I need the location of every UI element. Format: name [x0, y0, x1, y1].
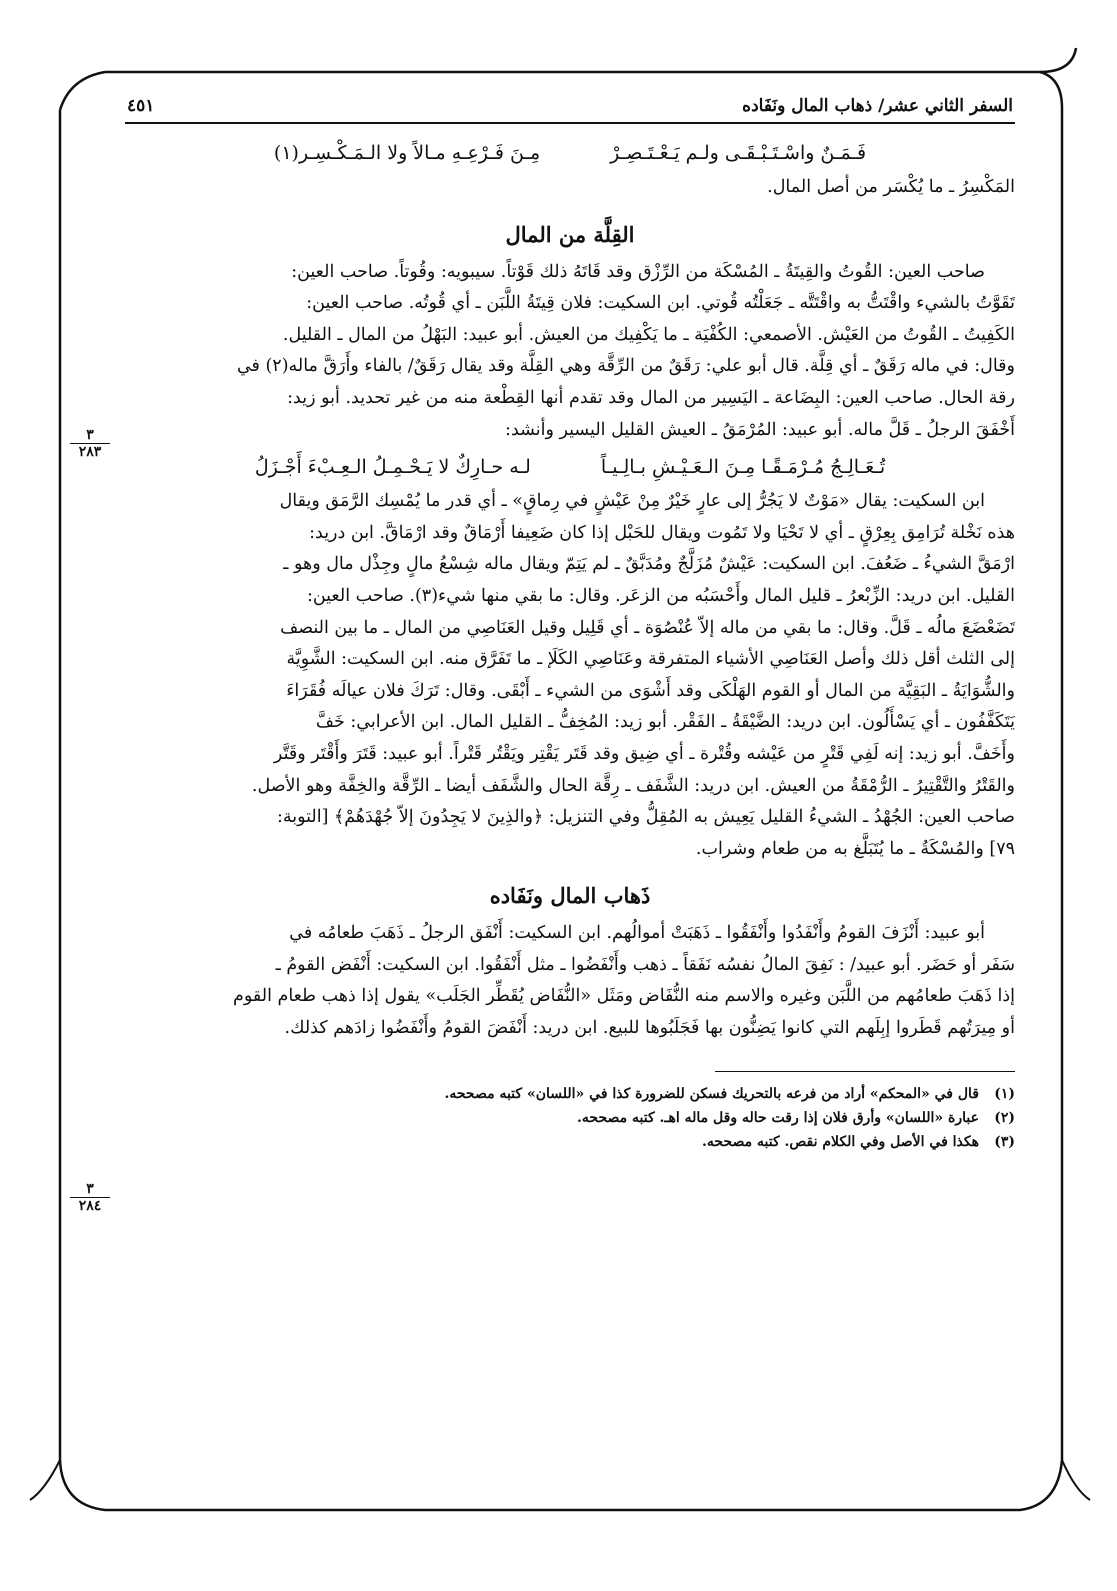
- text-line: تَضَعْضَعَ مالُه ـ قَلَّ. وقال: ما بقي من ماله إلاّ عُنْصُوَة ـ أي قَلِيل وقيل العَنَاصِي من المال ـ ما بين النصف: [280, 617, 1015, 638]
- footnote: [125, 1130, 1015, 1154]
- footnote-rule: [715, 1071, 1015, 1072]
- margin-page-reference: ٣ ٢٨٣: [70, 428, 110, 459]
- footnote-text: قال في «المحكم» أراد من فرعه بالتحريك فسكن للضرورة كذا في «اللسان» كتبه مصححه.: [444, 1085, 979, 1102]
- section-title: ذَهاب المال ونَفَاده: [489, 883, 651, 909]
- text-line: أو مِيرَتُهم قَطَروا إبِلَهم التي كانوا يَضِنُّون بها فَجَلَبُوها للبيع. ابن دريد: أَنْفَضَ القومُ وأَنْفَضُوا زادَهم كذلك.: [284, 1018, 1015, 1039]
- text-line: القليل. ابن دريد: الزِّبْعرُ ـ قليل المال وأَحْسَبُه من الزعَر. وقال: ما بقي منها شيء(٣). صاحب العين:: [306, 585, 1015, 606]
- text-line: أبو عبيد: أَنْزَفَ القومُ وأَنْفَدُوا وأَنْفَقُوا ـ ذَهَبَتْ أموالُهم. ابن السكيت: أَنْفَق الرجلُ ـ ذَهَبَ طعامُه في: [289, 923, 985, 944]
- text-line: إذا ذَهَبَ طعامُهم من اللَّبَن وغيره والاسم منه النُّفَاض ومَثَل «النُّفَاض يُقَطِّر الجَلَب» يقول إذا ذهب طعام القوم: [233, 986, 1015, 1007]
- text-line: أَخْفَقَ الرجلُ ـ قَلَّ ماله. أبو عبيد: المُرْمَقُ ـ العيش القليل اليسير وأنشد:: [505, 419, 1015, 440]
- running-title: السفر الثاني عشر/ ذهاب المال ونَفَاده: [742, 96, 1013, 116]
- text-line: صاحب العين: الجُهْدُ ـ الشيءُ القليل يَعِيش به المُقِلُّ وفي التنزيل: ﴿والذِينَ لا يَجِدُونَ إلاّ جُهْدَهُمْ﴾ [التوبة:: [276, 807, 1015, 828]
- margin-page-reference: ٣ ٢٨٤: [70, 1182, 110, 1213]
- text-line: ابن السكيت: يقال «مَوْتٌ لا يَجُرُّ إلى عارٍ خَيْرٌ مِنْ عَيْشٍ في رِماقٍ» ـ أي قدر ما يُمْسِك الرَّمَق ويقال: [279, 491, 985, 512]
- text-line: ٧٩] والمُسْكَةُ ـ ما يُتَبَلَّغ به من طعام وشراب.: [695, 838, 1015, 859]
- text-line: إلى الثلث أقل ذلك وأصل العَنَاصِي الأشياء المتفرقة وعَنَاصِي الكَلَإ ـ ما تَفَرَّق منه. ابن السكيت: الشَّوِيَّة: [286, 649, 1015, 670]
- section-2-paragraph: [125, 918, 1015, 1044]
- footnote-text: عبارة «اللسان» وأرق فلان إذا رقت حاله وقل ماله اهـ. كتبه مصححه.: [577, 1109, 979, 1126]
- intro-line: المَكْسِرُ ـ ما يُكْسَر من أصل المال.: [767, 177, 1015, 197]
- text-line: هذه نَخْلة تُرَامِق بِعِرْقٍ ـ أي لا تَحْيَا ولا تَمُوت ويقال للحَبْل إذا كان ضَعِيفا أَرْمَاقٌ وقد ارْمَاقَّ. ابن دريد:: [309, 522, 1015, 543]
- footnotes: [125, 1082, 1015, 1154]
- section-1-paragraph-1: [125, 257, 1015, 447]
- text-line: صاحب العين: القُوتُ والقِيتَةُ ـ المُسْكَة من الرِّزْق وقد قَاتَهُ ذلك قَوْتاً. سيبويه: وقُوتاً. صاحب العين:: [291, 261, 985, 282]
- footnote-number: (٢): [994, 1109, 1015, 1126]
- verse-top: [125, 142, 1015, 164]
- text-line: الكَفِيتُ ـ القُوتُ من العَيْش. الأصمعي: الكُفْيَة ـ ما يَكْفِيك من العيش. أبو عبيد: البَهْلُ من المال ـ القليل.: [282, 324, 1015, 345]
- book-page: [125, 86, 1015, 1154]
- footnote-number: (١): [994, 1085, 1015, 1102]
- section-title: القِلَّة من المال: [505, 221, 635, 247]
- verse-hemistich: فَـمَـنٌ واسْـتَـبْـقَـى ولـم يَـعْـتَـصِـرْ: [610, 142, 867, 164]
- text-line: تَقَوَّتُ بالشيء واقْتَتُّ به واقْتَتَّه ـ جَعَلْتُه قُوتي. ابن السكيت: فلان قِيتَةُ اللَّبَن ـ أي قُوتُه. صاحب العين:: [306, 293, 1015, 314]
- verse-hemistich: لـه حـارِكٌ لا يَـحْـمِـلُ الـعِـبْءَ أَجْـزَلُ: [254, 456, 531, 479]
- footnote: [125, 1106, 1015, 1130]
- text-line: رقة الحال. صاحب العين: البِضَاعة ـ اليَسِير من المال وقد تقدم أنها القِطْعة منه من غير تحديد. أبو زيد:: [287, 387, 1015, 408]
- section-1-paragraph-2: [125, 486, 1015, 865]
- text-line: والشُّوَايَةُ ـ البَقِيَّة من المال أو القوم الهَلْكَى وقد أَشْوَى من الشيء ـ أَبْقَى. وقال: تَرَكَ فلان عيالَه فُقَرَاءَ: [286, 680, 1015, 701]
- footnote: [125, 1082, 1015, 1106]
- page-number: ٤٥١: [127, 96, 155, 116]
- verse-hemistich: تُـعَـالِـجُ مُـرْمَـقًـا مِـنَ الـعَـيْـشِ بـالِـيـاً: [600, 456, 886, 479]
- running-header: [125, 86, 1015, 124]
- text-line: سَفَر أو حَضَر. أبو عبيد/ : نَفِقَ المالُ نفسُه نَفَقاً ـ ذهب وأَنْفَضُوا ـ مثل أَنْفَقُوا. ابن السكيت: أَنْفَض القومُ ـ: [275, 954, 1015, 975]
- verse-middle: [125, 456, 1015, 478]
- text-line: يَتَكَفَّفُون ـ أي يَسْأَلُون. ابن دريد: الضَّيْقَةُ ـ الفَقْر. أبو زيد: المُخِفُّ ـ القليل المال. ابن الأعرابي: خَفَّ: [315, 712, 1015, 733]
- text-line: ارْمَقَّ الشيءُ ـ ضَعُفَ. ابن السكيت: عَيْشٌ مُزَلَّجٌ ومُدَبَّقٌ ـ لم يَتِمّ ويقال ماله شِسْعُ مالٍ وجِذْل مال وهو ـ: [283, 554, 1015, 575]
- footnote-number: (٣): [994, 1133, 1015, 1150]
- text-line: والقَتْرُ والتَّقْتِيرُ ـ الرُّمْقَةُ من العيش. ابن دريد: الشَّفَف ـ رِقَّة الحال والشَّفَف أيضا ـ الرِّقَّة والخِفَّة وهو الأصل.: [251, 775, 1015, 796]
- text-line: وقال: في ماله رَقَقٌ ـ أي قِلَّة. قال أبو علي: رَقَقٌ من الرِّقَّة وهي القِلَّة وقد يقال رَقَقٌ/ بالفاء وأَرَقَّ ماله(٢) في: [236, 356, 1015, 377]
- footnote-text: هكذا في الأصل وفي الكلام نقص. كتبه مصححه.: [702, 1133, 979, 1150]
- text-line: وأَخَفَّ. أبو زيد: إنه لَفِي قَتْرٍ من عَيْشه وقُتْرة ـ أي ضِيق وقد قَتَر يَقْتِر ويَقْتُر قَتْراً. أبو عبيد: قَتَرَ وأَقْتَر وقَتَّر: [273, 743, 1015, 764]
- verse-hemistich: مِـنَ فَـرْعِـهِ مـالاً ولا الـمَـكْـسِـر(١): [273, 142, 541, 164]
